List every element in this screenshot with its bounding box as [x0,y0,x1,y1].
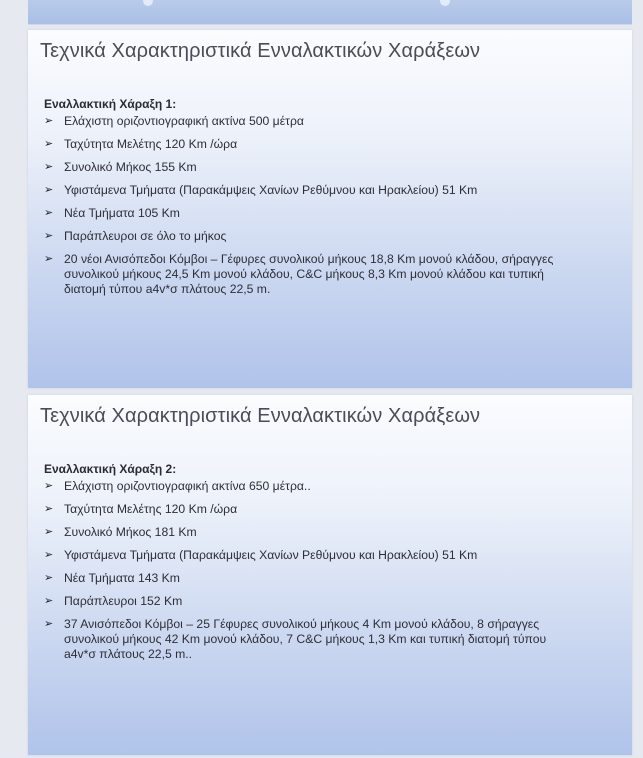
list-item-text: Συνολικό Μήκος 181 Km [64,525,197,539]
list-item [42,137,572,152]
list-item [42,206,572,221]
arrow-bullet-icon: ➢ [44,207,54,219]
list-item-text: Ταχύτητα Μελέτης 120 Km /ώρα [64,502,238,516]
previous-slide-bottom [28,0,632,25]
list-item [42,229,572,244]
list-item [42,479,572,494]
arrow-bullet-icon: ➢ [44,549,54,561]
slide-2 [28,395,632,755]
bullet-list [42,479,572,670]
list-item [42,114,572,129]
list-item [42,548,572,563]
slide-subtitle: Εναλλακτική Χάραξη 1: [44,97,177,111]
list-item [42,183,572,198]
slide-title: Τεχνικά Χαρακτηριστικά Ενναλακτικών Χαράξεων [40,405,481,427]
decorative-dot [440,0,450,6]
list-item-text: Ταχύτητα Μελέτης 120 Km /ώρα [64,137,238,151]
list-item-text: Παράπλευροι 152 Km [64,594,183,608]
list-item [42,502,572,517]
list-item-text: Ελάχιστη οριζοντιογραφική ακτίνα 650 μέτρα.. [64,479,311,493]
arrow-bullet-icon: ➢ [44,230,54,242]
list-item-text: Υφιστάμενα Τμήματα (Παρακάμψεις Χανίων Ρεθύμνου και Ηρακλείου) 51 Km [64,183,478,197]
list-item [42,571,572,586]
arrow-bullet-icon: ➢ [44,161,54,173]
list-item-text: Υφιστάμενα Τμήματα (Παρακάμψεις Χανίων Ρεθύμνου και Ηρακλείου) 51 Km [64,548,478,562]
list-item [42,594,572,609]
list-item [42,525,572,540]
list-item-text: Νέα Τμήματα 105 Km [64,206,180,220]
arrow-bullet-icon: ➢ [44,115,54,127]
slide-title: Τεχνικά Χαρακτηριστικά Ενναλακτικών Χαράξεων [40,40,481,62]
list-item [42,252,572,297]
list-item-text: Νέα Τμήματα 143 Km [64,571,180,585]
arrow-bullet-icon: ➢ [44,253,54,265]
list-item [42,617,572,662]
list-item-text: Ελάχιστη οριζοντιογραφική ακτίνα 500 μέτρα [64,114,304,128]
arrow-bullet-icon: ➢ [44,138,54,150]
list-item-text: Συνολικό Μήκος 155 Km [64,160,197,174]
arrow-bullet-icon: ➢ [44,503,54,515]
list-item [42,160,572,175]
list-item-text: Παράπλευροι σε όλο το μήκος [64,229,227,243]
arrow-bullet-icon: ➢ [44,184,54,196]
slide-subtitle: Εναλλακτική Χάραξη 2: [44,462,177,476]
decorative-dot [143,0,153,6]
arrow-bullet-icon: ➢ [44,618,54,630]
bullet-list [42,114,572,305]
arrow-bullet-icon: ➢ [44,480,54,492]
arrow-bullet-icon: ➢ [44,526,54,538]
list-item-text: 37 Ανισόπεδοι Κόμβοι – 25 Γέφυρες συνολικού μήκους 4 Km μονού κλάδου, 8 σήραγγες συνολικού μήκους 42 Km μονού κλάδου, 7 C&C μήκους 1,3 Km και τυπική διατομή τύπου a4v*σ πλάτους 22,5 m.. [64,617,547,661]
slide-1 [28,30,632,388]
list-item-text: 20 νέοι Ανισόπεδοι Κόμβοι – Γέφυρες συνολικού μήκους 18,8 Km μονού κλάδου, σήραγγες συνολικού μήκους 24,5 Km μονού κλάδου, C&C μήκους 8,3 Km μονού κλάδου και τυπική διατομή τύπου a4v*σ πλάτους 22,5 m. [64,252,554,296]
arrow-bullet-icon: ➢ [44,572,54,584]
arrow-bullet-icon: ➢ [44,595,54,607]
